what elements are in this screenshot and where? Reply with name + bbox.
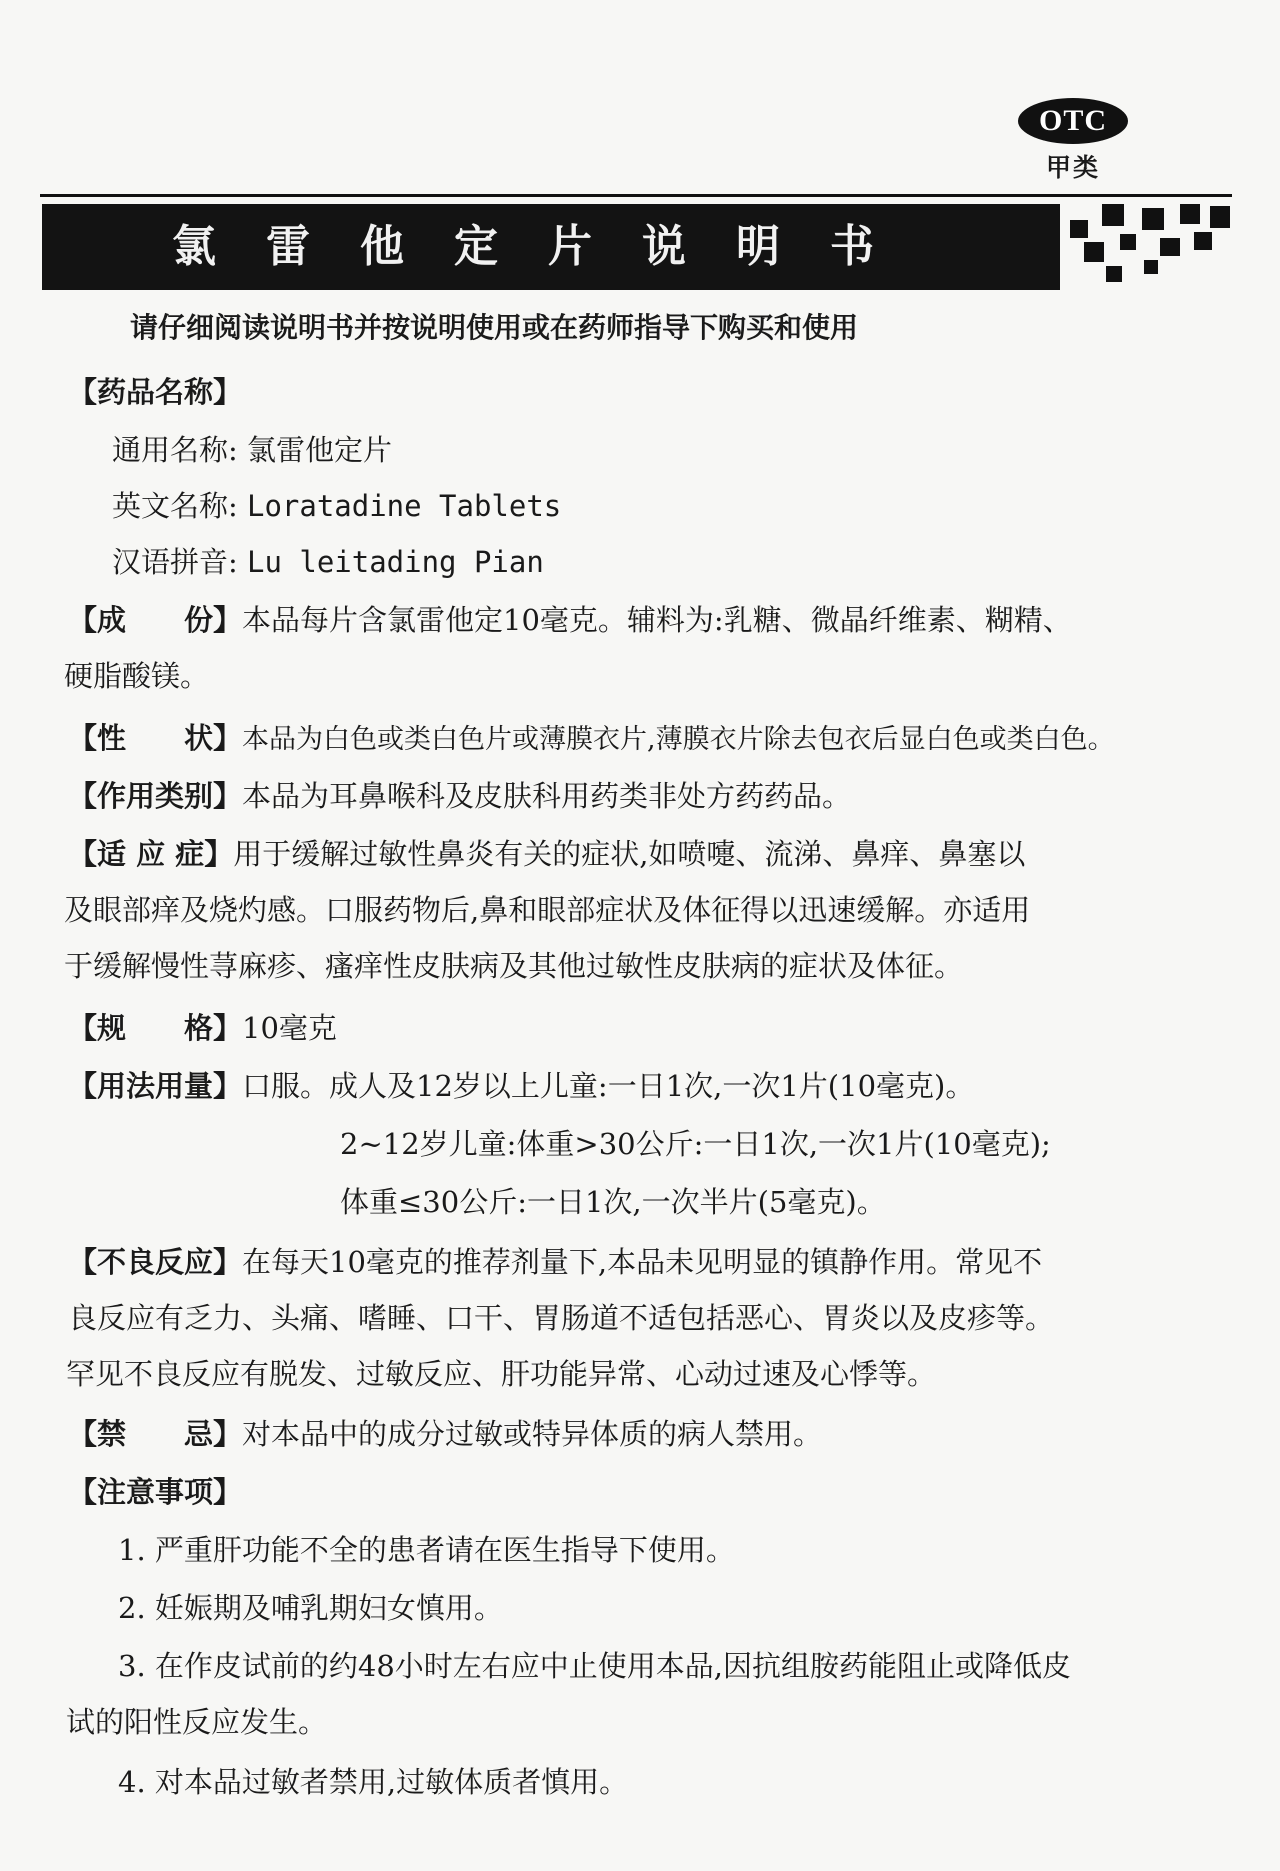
pinyin-name-row <box>112 540 544 581</box>
indications-text-3: 于缓解慢性荨麻疹、瘙痒性皮肤病及其他过敏性皮肤病的症状及体征。 <box>64 949 964 983</box>
composition-text-2: 硬脂酸镁。 <box>64 659 210 693</box>
document-title: 氯雷他定片说明书 <box>172 221 924 272</box>
composition-text-1: 本品每片含氯雷他定10毫克。辅料为:乳糖、微晶纤维素、糊精、 <box>242 603 1072 637</box>
composition-row <box>68 598 1072 639</box>
otc-class-label: 甲类 <box>1045 153 1100 182</box>
adverse-text-1: 在每天10毫克的推荐剂量下,本品未见明显的镇静作用。常见不 <box>242 1245 1043 1279</box>
category-row <box>68 774 851 815</box>
precaution-item-1: 1. 严重肝功能不全的患者请在医生指导下使用。 <box>118 1533 735 1567</box>
section-heading-composition: 【成 份】 <box>68 603 243 637</box>
english-name-label: 英文名称: <box>112 489 238 523</box>
checker-pattern <box>1070 204 1230 290</box>
indications-text-2: 及眼部痒及烧灼感。口服药物后,鼻和眼部症状及体征得以迅速缓解。亦适用 <box>64 893 1031 927</box>
section-heading-adverse: 【不良反应】 <box>68 1245 243 1279</box>
generic-name-label: 通用名称: <box>112 433 238 467</box>
adverse-row <box>68 1240 1042 1281</box>
specification-row <box>68 1006 337 1047</box>
section-heading-precautions: 【注意事项】 <box>68 1475 243 1509</box>
category-text: 本品为耳鼻喉科及皮肤科用药类非处方药药品。 <box>242 779 852 813</box>
adverse-text-3: 罕见不良反应有脱发、过敏反应、肝功能异常、心动过速及心悸等。 <box>66 1357 937 1391</box>
dosage-row <box>68 1064 974 1105</box>
indications-text-1: 用于缓解过敏性鼻炎有关的症状,如喷嚏、流涕、鼻痒、鼻塞以 <box>233 837 1026 871</box>
section-heading-specification: 【规 格】 <box>68 1011 243 1045</box>
usage-notice: 请仔细阅读说明书并按说明使用或在药师指导下购买和使用 <box>130 311 859 344</box>
section-heading-category: 【作用类别】 <box>68 779 243 813</box>
section-heading-dosage: 【用法用量】 <box>68 1069 243 1103</box>
appearance-text: 本品为白色或类白色片或薄膜衣片,薄膜衣片除去包衣后显白色或类白色。 <box>242 724 1115 755</box>
pinyin-name-label: 汉语拼音: <box>112 545 238 579</box>
dosage-text-3: 体重≤30公斤:一日1次,一次半片(5毫克)。 <box>340 1185 886 1219</box>
appearance-row <box>68 716 1115 757</box>
title-bar <box>42 204 1060 290</box>
section-heading-appearance: 【性 状】 <box>68 721 243 755</box>
precaution-item-4: 4. 对本品过敏者禁用,过敏体质者慎用。 <box>118 1765 629 1799</box>
top-rule <box>40 194 1232 197</box>
precaution-item-3a: 3. 在作皮试前的约48小时左右应中止使用本品,因抗组胺药能阻止或降低皮 <box>118 1649 1072 1683</box>
adverse-text-2: 良反应有乏力、头痛、嗜睡、口干、胃肠道不适包括恶心、胃炎以及皮疹等。 <box>68 1301 1055 1335</box>
section-heading-name: 【药品名称】 <box>68 375 243 409</box>
precaution-item-3b: 试的阳性反应发生。 <box>66 1705 328 1739</box>
contraindications-row <box>68 1412 822 1453</box>
specification-text: 10毫克 <box>242 1011 337 1045</box>
english-name-row <box>112 484 561 525</box>
generic-name-row <box>112 428 392 469</box>
otc-mark <box>1018 98 1128 184</box>
otc-badge: OTC <box>1018 98 1128 144</box>
dosage-text-2: 2~12岁儿童:体重>30公斤:一日1次,一次1片(10毫克); <box>340 1127 1051 1161</box>
section-heading-indications: 【适 应 症】 <box>68 837 234 871</box>
precaution-item-2: 2. 妊娠期及哺乳期妇女慎用。 <box>118 1591 503 1625</box>
english-name-value: Loratadine Tablets <box>247 489 562 523</box>
generic-name-value: 氯雷他定片 <box>247 433 393 467</box>
section-heading-contraindications: 【禁 忌】 <box>68 1417 243 1451</box>
indications-row <box>68 832 1025 873</box>
pinyin-name-value: Lu leitading Pian <box>247 545 544 579</box>
contraindications-text: 对本品中的成分过敏或特异体质的病人禁用。 <box>242 1417 823 1451</box>
dosage-text-1: 口服。成人及12岁以上儿童:一日1次,一次1片(10毫克)。 <box>242 1069 975 1103</box>
